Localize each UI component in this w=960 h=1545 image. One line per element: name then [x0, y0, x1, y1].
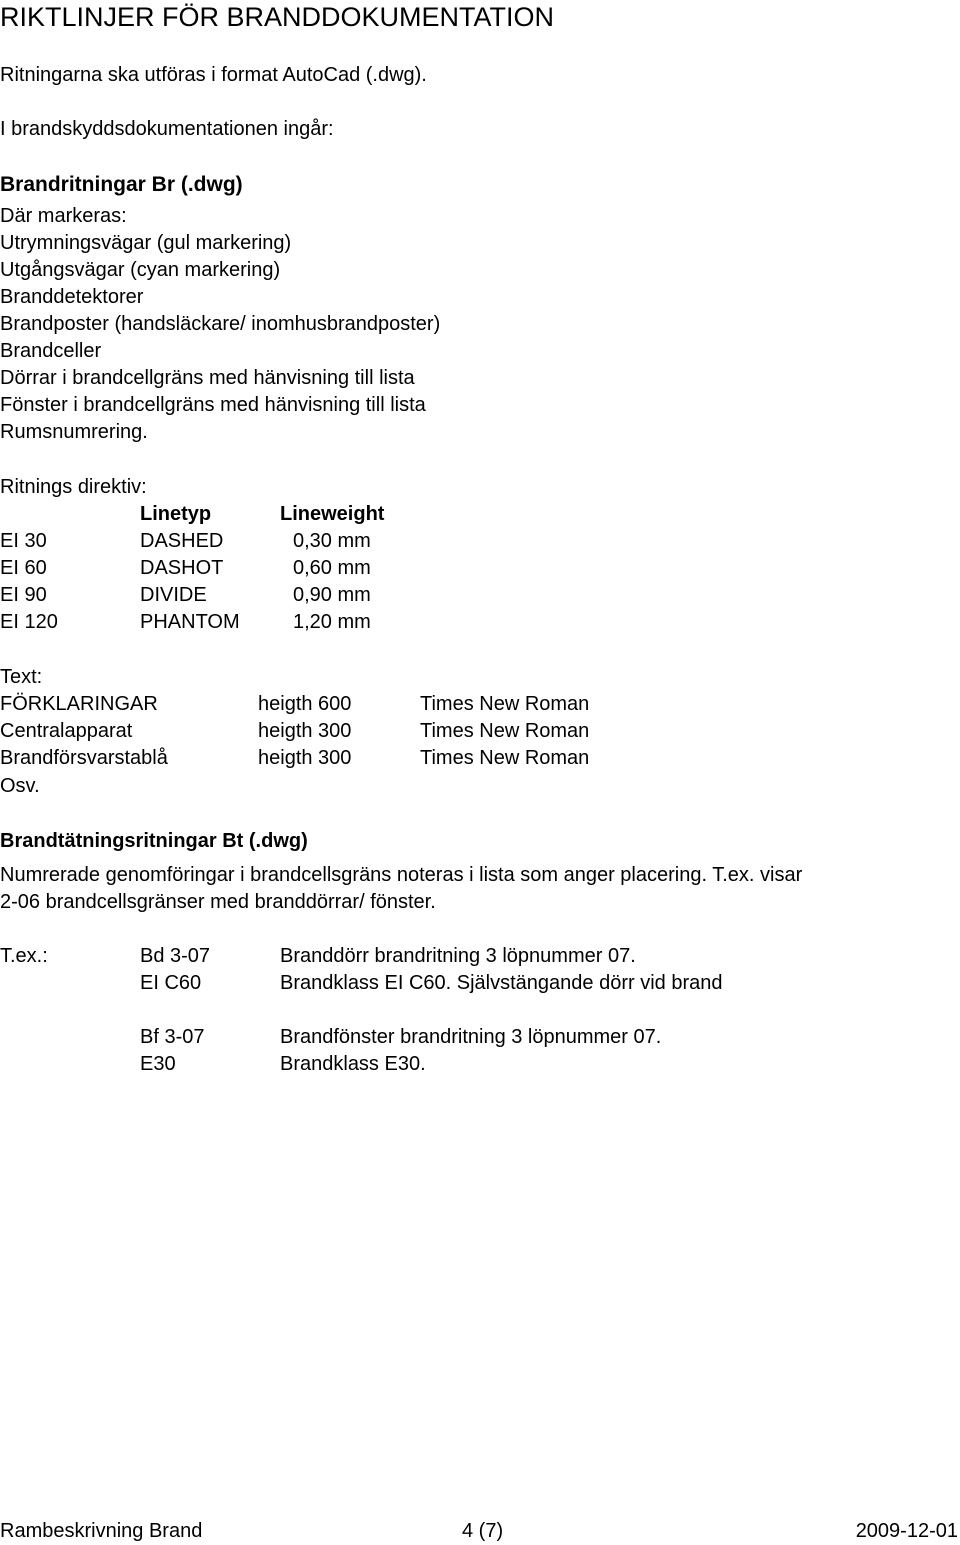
etc-note: Osv.	[0, 775, 40, 797]
directive-lineweight: 0,60 mm	[293, 557, 371, 579]
page-title: RIKTLINJER FÖR BRANDDOKUMENTATION	[0, 2, 555, 32]
marked-label: Där markeras:	[0, 205, 127, 227]
directives-label: Ritnings direktiv:	[0, 476, 147, 498]
footer-page-number: 4 (7)	[462, 1520, 504, 1542]
list-item: Dörrar i brandcellgräns med hänvisning till lista	[0, 367, 415, 389]
text-name: Brandförsvarstablå	[0, 747, 168, 769]
directive-linetype: DASHOT	[140, 557, 224, 579]
br-heading: Brandritningar Br (.dwg)	[0, 173, 243, 196]
example-code: Bd 3-07	[140, 945, 211, 967]
list-item: Fönster i brandcellgräns med hänvisning till lista	[0, 394, 426, 416]
text-font: Times New Roman	[420, 747, 590, 769]
text-name: FÖRKLARINGAR	[0, 693, 158, 715]
text-font: Times New Roman	[420, 720, 590, 742]
linetype-header: Linetyp	[140, 503, 212, 525]
bt-text-line2: 2-06 brandcellsgränser med branddörrar/ fönster.	[0, 891, 436, 913]
directive-lineweight: 0,90 mm	[293, 584, 371, 606]
example-code: Bf 3-07	[140, 1026, 205, 1048]
text-height: heigth 300	[258, 747, 352, 769]
example-desc: Brandklass E30.	[280, 1053, 426, 1075]
list-item: Rumsnumrering.	[0, 421, 148, 443]
directive-class: EI 120	[0, 611, 58, 633]
directive-lineweight: 0,30 mm	[293, 530, 371, 552]
directive-linetype: DIVIDE	[140, 584, 207, 606]
footer-document-name: Rambeskrivning Brand	[0, 1520, 203, 1542]
list-item: Utrymningsvägar (gul markering)	[0, 232, 292, 254]
text-label: Text:	[0, 666, 43, 688]
directive-class: EI 90	[0, 584, 47, 606]
text-height: heigth 300	[258, 720, 352, 742]
directive-lineweight: 1,20 mm	[293, 611, 371, 633]
text-height: heigth 600	[258, 693, 352, 715]
directive-class: EI 60	[0, 557, 47, 579]
text-name: Centralapparat	[0, 720, 133, 742]
example-code: EI C60	[140, 972, 202, 994]
directive-class: EI 30	[0, 530, 47, 552]
bt-text-line1: Numrerade genomföringar i brandcellsgräns noteras i lista som anger placering. T.ex. visar	[0, 864, 803, 886]
example-code: E30	[140, 1053, 176, 1075]
bt-heading: Brandtätningsritningar Bt (.dwg)	[0, 830, 308, 852]
example-desc: Branddörr brandritning 3 löpnummer 07.	[280, 945, 636, 967]
directive-linetype: PHANTOM	[140, 611, 240, 633]
example-desc: Brandklass EI C60. Självstängande dörr vid brand	[280, 972, 723, 994]
includes-note: I brandskyddsdokumentationen ingår:	[0, 118, 334, 140]
list-item: Brandposter (handsläckare/ inomhusbrandposter)	[0, 313, 441, 335]
text-font: Times New Roman	[420, 693, 590, 715]
format-note: Ritningarna ska utföras i format AutoCad (.dwg).	[0, 64, 427, 86]
footer-date: 2009-12-01	[855, 1520, 958, 1542]
list-item: Branddetektorer	[0, 286, 144, 308]
list-item: Brandceller	[0, 340, 102, 362]
example-desc: Brandfönster brandritning 3 löpnummer 07.	[280, 1026, 662, 1048]
examples-label: T.ex.:	[0, 945, 48, 967]
lineweight-header: Lineweight	[280, 503, 385, 525]
directive-linetype: DASHED	[140, 530, 224, 552]
list-item: Utgångsvägar (cyan markering)	[0, 259, 281, 281]
